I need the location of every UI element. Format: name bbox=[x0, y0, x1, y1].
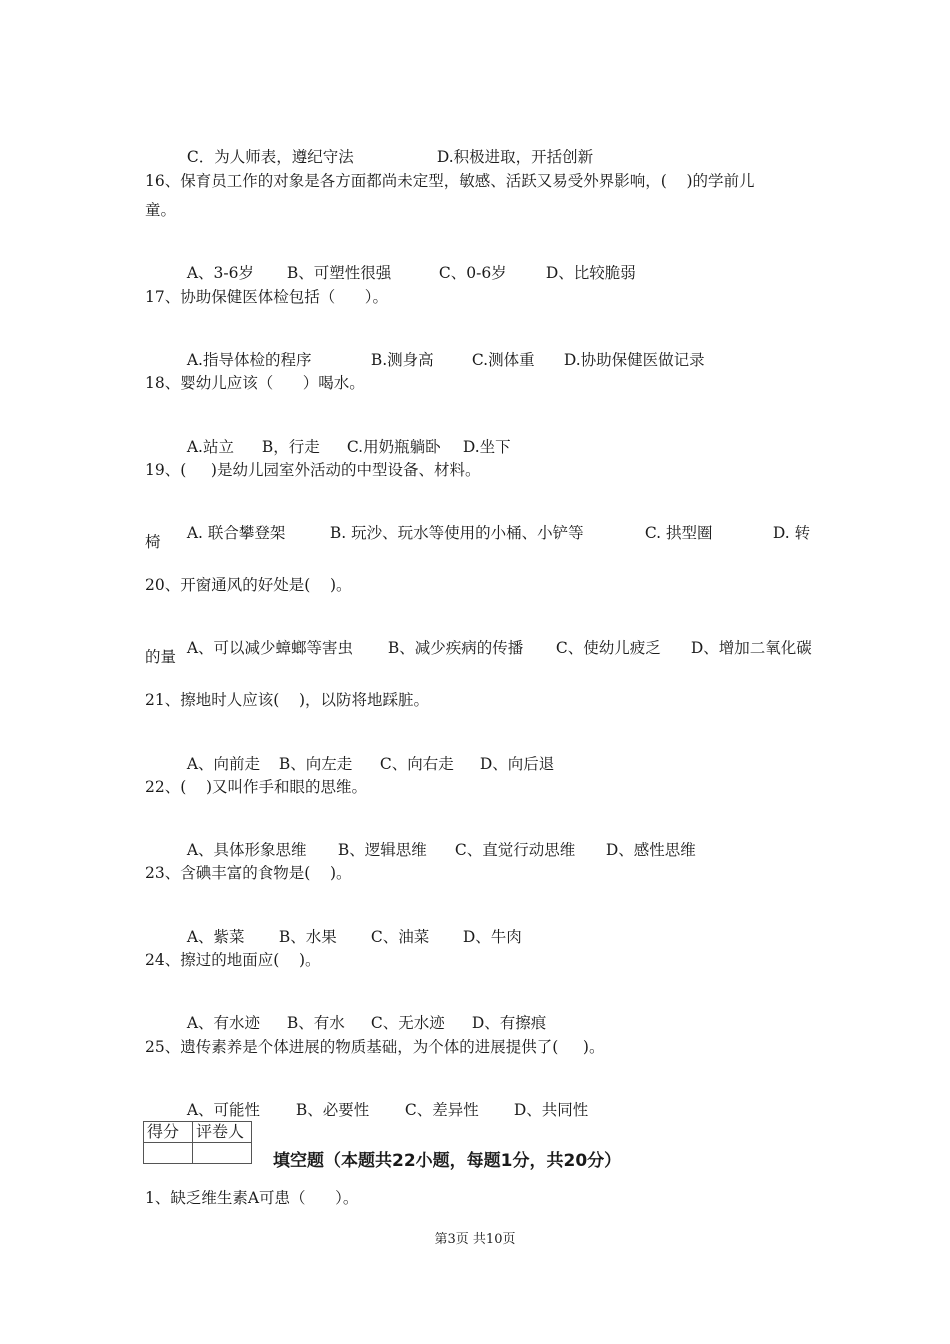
q17-text: 17、协助保健医体检包括（ ）。 bbox=[145, 288, 389, 306]
q24-text: 24、擦过的地面应( )。 bbox=[145, 951, 321, 969]
q19-options-cont: 椅 bbox=[145, 533, 161, 551]
q16-text: 16、保育员工作的对象是各方面都尚未定型，敏感、活跃又易受外界影响，( )的学前儿 bbox=[145, 172, 755, 190]
q25-text: 25、遗传素养是个体进展的物质基础，为个体的进展提供了( )。 bbox=[145, 1038, 605, 1056]
q19-text: 19、( )是幼儿园室外活动的中型设备、材料。 bbox=[145, 461, 481, 479]
q19-option-a: A. 联合攀登架 bbox=[186, 524, 286, 542]
q25-option-d: D、共同性 bbox=[513, 1101, 589, 1119]
grader-header: 评卷人 bbox=[193, 1122, 252, 1143]
q21-option-a: A、向前走 bbox=[186, 755, 261, 773]
q21-option-c: C、向右走 bbox=[379, 755, 454, 773]
q21-option-d: D、向后退 bbox=[479, 755, 555, 773]
q17-option-d: D.协助保健医做记录 bbox=[563, 351, 705, 369]
q18-option-b: B，行走 bbox=[261, 438, 320, 456]
q16-text-cont: 童。 bbox=[145, 201, 177, 219]
q19-option-d: D. 转 bbox=[772, 524, 811, 542]
q23-option-b: B、水果 bbox=[278, 928, 337, 946]
q24-option-b: B、有水 bbox=[286, 1014, 345, 1032]
q19-option-c: C. 拱型圈 bbox=[644, 524, 713, 542]
q16-option-d: D、比较脆弱 bbox=[545, 264, 636, 282]
q22-options bbox=[177, 820, 696, 860]
q16-options bbox=[177, 243, 636, 283]
section-title: 填空题（本题共22小题，每题1分，共20分） bbox=[273, 1151, 622, 1171]
q17-option-c: C.测体重 bbox=[471, 351, 535, 369]
q15-options bbox=[177, 127, 593, 167]
fill-question-1: 1、缺乏维生素A可患（ ）。 bbox=[145, 1189, 359, 1207]
grader-cell bbox=[193, 1143, 252, 1164]
q24-option-d: D、有擦痕 bbox=[471, 1014, 547, 1032]
q24-option-c: C、无水迹 bbox=[370, 1014, 445, 1032]
q20-text: 20、开窗通风的好处是( )。 bbox=[145, 576, 352, 594]
q25-option-a: A、可能性 bbox=[186, 1101, 261, 1119]
q23-option-d: D、牛肉 bbox=[462, 928, 522, 946]
q17-options bbox=[177, 330, 705, 370]
q18-option-a: A.站立 bbox=[186, 438, 234, 456]
score-cell bbox=[144, 1143, 193, 1164]
q22-option-c: C、直觉行动思维 bbox=[454, 841, 576, 859]
q16-option-c: C、0-6岁 bbox=[438, 264, 507, 282]
q18-option-d: D.坐下 bbox=[462, 438, 511, 456]
q23-option-c: C、油菜 bbox=[370, 928, 430, 946]
q17-option-a: A.指导体检的程序 bbox=[186, 351, 312, 369]
score-table bbox=[143, 1121, 252, 1164]
q20-option-c: C、使幼儿疲乏 bbox=[555, 639, 661, 657]
q22-option-b: B、逻辑思维 bbox=[337, 841, 427, 859]
q23-options bbox=[177, 907, 522, 947]
q21-text: 21、擦地时人应该( )，以防将地踩脏。 bbox=[145, 691, 430, 709]
q16-option-b: B、可塑性很强 bbox=[286, 264, 392, 282]
q17-option-b: B.测身高 bbox=[370, 351, 434, 369]
q23-text: 23、含碘丰富的食物是( )。 bbox=[145, 864, 352, 882]
q25-option-c: C、差异性 bbox=[404, 1101, 479, 1119]
q22-option-d: D、感性思维 bbox=[605, 841, 696, 859]
q20-options-cont: 的量 bbox=[145, 648, 177, 666]
q23-option-a: A、紫菜 bbox=[186, 928, 245, 946]
q15-option-d: D.积极进取，开括创新 bbox=[436, 148, 594, 166]
q20-option-a: A、可以减少蟑螂等害虫 bbox=[186, 639, 354, 657]
q18-options bbox=[177, 417, 511, 457]
q19-options bbox=[177, 503, 810, 543]
score-header: 得分 bbox=[144, 1122, 193, 1143]
page-footer: 第3页 共10页 bbox=[434, 1232, 516, 1247]
q24-options bbox=[177, 993, 546, 1033]
q25-option-b: B、必要性 bbox=[295, 1101, 370, 1119]
q22-text: 22、( )又叫作手和眼的思维。 bbox=[145, 778, 368, 796]
q15-option-c: C．为人师表，遵纪守法 bbox=[186, 148, 354, 166]
q24-option-a: A、有水迹 bbox=[186, 1014, 261, 1032]
q20-option-b: B、减少疾病的传播 bbox=[387, 639, 524, 657]
q22-option-a: A、具体形象思维 bbox=[186, 841, 307, 859]
q18-text: 18、婴幼儿应该（ ）喝水。 bbox=[145, 374, 365, 392]
q20-options bbox=[177, 618, 812, 658]
q18-option-c: C.用奶瓶躺卧 bbox=[346, 438, 441, 456]
q16-option-a: A、3-6岁 bbox=[186, 264, 255, 282]
q21-option-b: B、向左走 bbox=[278, 755, 353, 773]
q19-option-b: B. 玩沙、玩水等使用的小桶、小铲等 bbox=[329, 524, 584, 542]
q25-options bbox=[177, 1080, 588, 1120]
q21-options bbox=[177, 734, 554, 774]
q20-option-d: D、增加二氧化碳 bbox=[690, 639, 812, 657]
